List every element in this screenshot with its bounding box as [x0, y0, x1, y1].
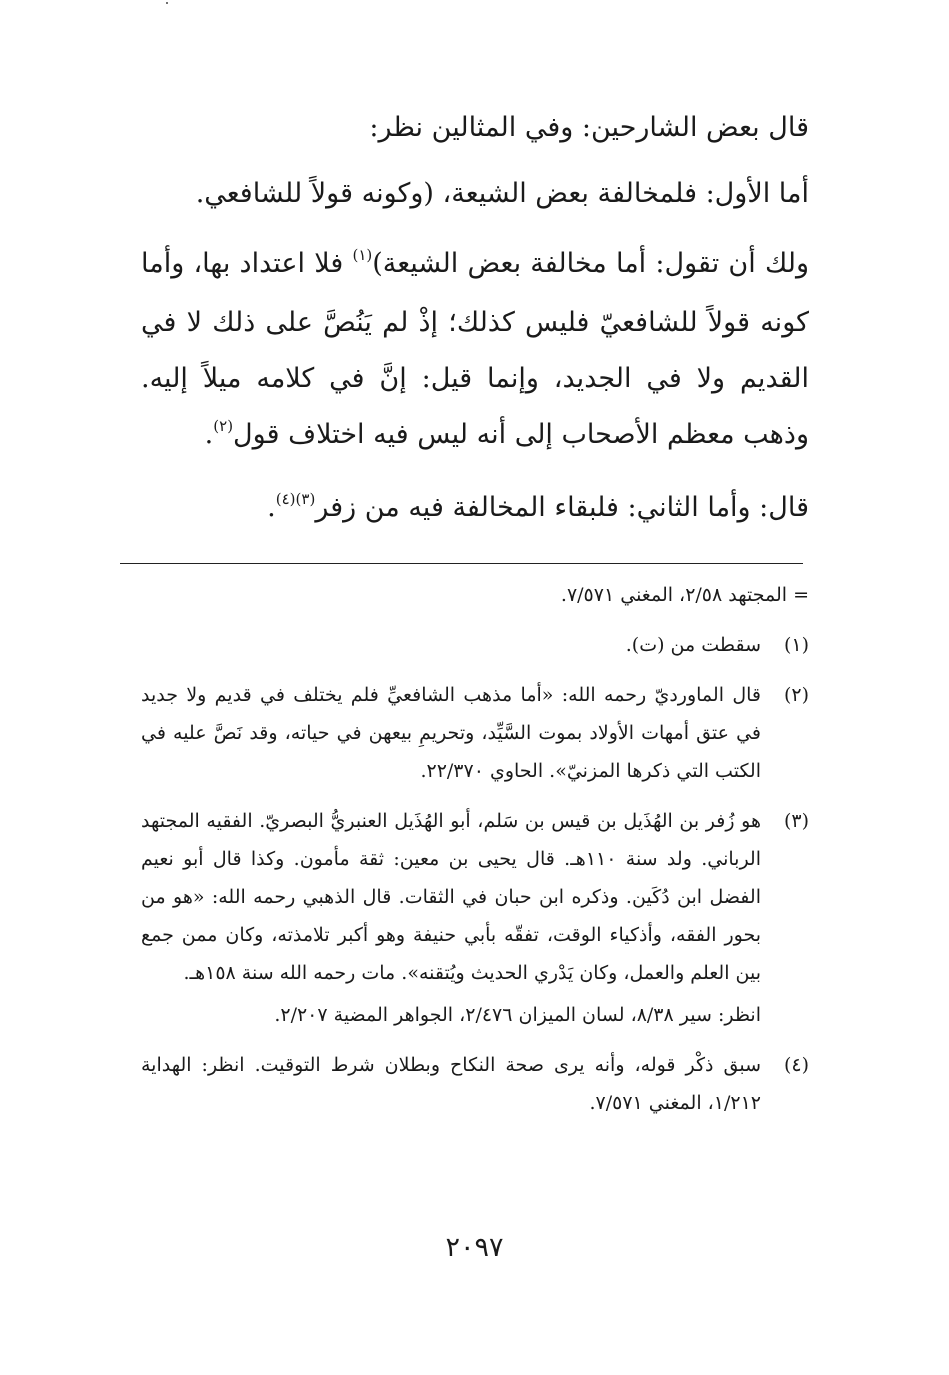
footnote-continuation — [141, 576, 809, 614]
paragraph-3 — [141, 236, 809, 466]
footnote-reference: انظر: سير ٨/٣٨، لسان الميزان ٢/٤٧٦، الجواهر المضية ٢/٢٠٧. — [274, 1004, 761, 1026]
footnote-continuation-text: = المجتهد ٢/٥٨، المغني ٧/٥٧١. — [560, 584, 809, 606]
footnote-ref-3-4: (٣)(٤) — [275, 490, 316, 508]
paragraph-1: قال بعض الشارحين: وفي المثالين نظر: — [369, 112, 809, 143]
footnote-divider — [120, 563, 803, 564]
paragraph-2: أما الأول: فلمخالفة بعض الشيعة، (وكونه قولاً للشافعي. — [195, 178, 809, 209]
paragraph-3-text-a: ولك أن تقول: أما مخالفة بعض الشيعة) — [372, 248, 809, 279]
footnote-number: (٤) — [783, 1054, 809, 1076]
footnote-text: هو زُفر بن الهُذَيل بن قيس بن سَلم، أبو الهُذَيل العنبريُّ البصريّ. الفقيه المجتهد الرباني. ولد سنة ١١٠هـ. قال يحيى بن معين: ثقة مأمون. وكذا قال أبو نعيم الفضل ابن دُكَين. وذكره ابن حبان في الثقات. قال الذهبي رحمه الله: «هو من بحور الفقه، وأذكياء الوقت، تفقّه بأبي حنيفة وهو أكبر تلامذته، وكان ممن جمع بين العلم والعمل، وكان يَدْري الحديث ويُتقنه». مات رحمه الله سنة ١٥٨هـ. — [141, 810, 761, 984]
footnote-number: (٢) — [783, 684, 809, 706]
footnote-2 — [141, 676, 809, 790]
paragraph-3-text-b: فلا اعتداد بها، وأما كونه قولاً للشافعيّ فليس كذلك؛ إذْ لم يَنُصَّ على ذلك لا في القديم ولا في الجديد، وإنما قيل: إنَّ في كلامه ميلاً إليه. وذهب معظم الأصحاب إلى أنه ليس فيه اختلاف قول — [141, 248, 809, 450]
footnotes — [141, 576, 809, 1134]
scan-speck — [166, 2, 168, 4]
footnote-number: (١) — [783, 634, 809, 656]
paragraph-4-text-a: قال: وأما الثاني: فلبقاء المخالفة فيه من زفر — [315, 492, 809, 523]
paragraph-3-text-c: . — [204, 419, 214, 450]
footnote-1 — [141, 626, 809, 664]
paragraph-4 — [141, 480, 809, 539]
footnote-text: سقطت من (ت). — [625, 634, 761, 656]
footnote-4 — [141, 1046, 809, 1122]
main-text — [141, 100, 809, 539]
paragraph-4-text-b: . — [267, 492, 276, 523]
footnote-text: قال الماورديّ رحمه الله: «أما مذهب الشافعيِّ فلم يختلف في قديم ولا جديد في عتق أمهات الأولاد بموت السَّيِّد، وتحريمِ بيعهن في حياته، وقد نَصَّ عليه في الكتب التي ذكرها المزنيّ». الحاوي ٢٢/٣٧٠. — [141, 684, 761, 782]
footnote-ref-2: (٢) — [213, 417, 234, 435]
footnote-text: سبق ذكْر قوله، وأنه يرى صحة النكاح وبطلان شرط التوقيت. انظر: الهداية ١/٢١٢، المغني ٧/٥٧١. — [141, 1054, 761, 1114]
footnote-ref-1: (١) — [352, 246, 373, 264]
page-number: ٢٠٩٧ — [445, 1232, 504, 1263]
footnote-number: (٣) — [783, 810, 809, 832]
footnote-3 — [141, 802, 809, 1034]
